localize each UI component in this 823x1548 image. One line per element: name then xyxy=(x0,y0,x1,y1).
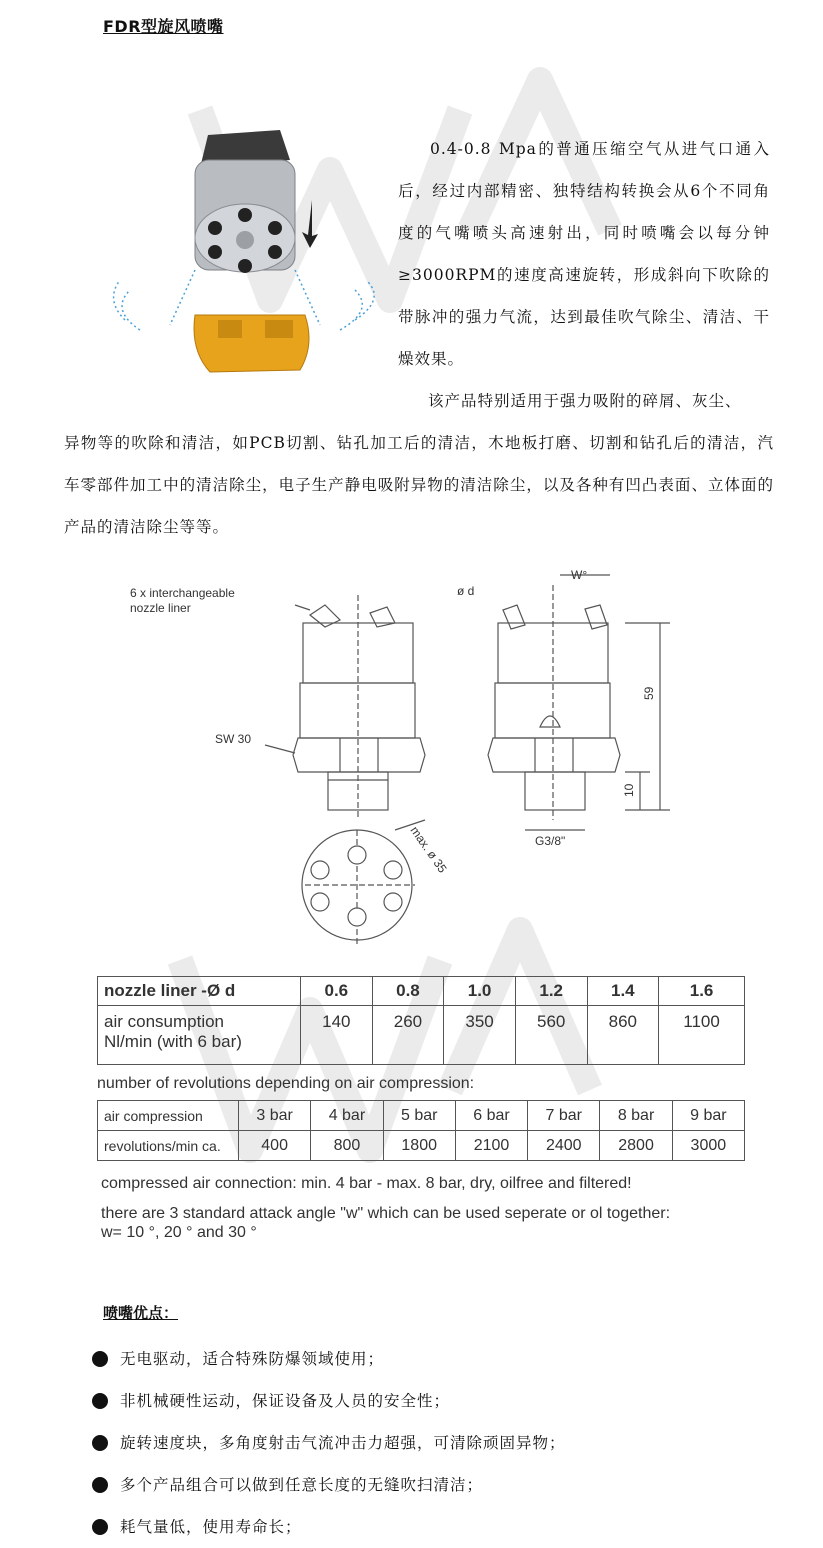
product-photo xyxy=(100,120,390,380)
label-max-diameter: max. ø 35 xyxy=(407,823,450,876)
label-thread: G3/8" xyxy=(535,834,566,848)
label-height-59: 59 xyxy=(642,686,656,700)
table1-header-label: nozzle liner -Ø d xyxy=(98,977,301,1006)
table1-row-label: air consumption Nl/min (with 6 bar) xyxy=(98,1006,301,1065)
table1-size: 0.8 xyxy=(372,977,444,1006)
list-item: 旋转速度块，多角度射击气流冲击力超强，可清除顽固异物； xyxy=(92,1422,566,1464)
table1-value: 1100 xyxy=(659,1006,745,1065)
label-angle-w: W° xyxy=(571,568,588,582)
table1-value: 260 xyxy=(372,1006,444,1065)
rotation-arrow-icon xyxy=(302,200,318,248)
advantages-list xyxy=(92,1338,566,1548)
application-rest: 异物等的吹除和清洁，如PCB切割、钻孔加工后的清洁，木地板打磨、切割和钻孔后的清洁，汽车零部件加工中的清洁除尘，电子生产静电吸附异物的清洁除尘，以及各种有凹凸表面、立体面的产品的清洁除尘等等。 xyxy=(64,434,774,536)
table2-pressure: 3 bar xyxy=(239,1101,311,1131)
table1-value: 140 xyxy=(301,1006,373,1065)
bullet-icon xyxy=(92,1519,108,1535)
bullet-icon xyxy=(92,1393,108,1409)
label-interchangeable: 6 x interchangeable xyxy=(130,586,235,600)
table2-row2-label: revolutions/min ca. xyxy=(98,1131,239,1161)
bullet-icon xyxy=(92,1351,108,1367)
table1-value: 560 xyxy=(515,1006,587,1065)
table2-revolution: 2100 xyxy=(455,1131,527,1161)
list-item: 无电驱动，适合特殊防爆领域使用； xyxy=(92,1338,566,1380)
technical-drawing xyxy=(95,565,695,965)
table2-pressure: 9 bar xyxy=(672,1101,744,1131)
list-item: 多个产品组合可以做到任意长度的无缝吹扫清洁； xyxy=(92,1464,566,1506)
intro-paragraph: 0.4-0.8 Mpa的普通压缩空气从进气口通入后，经过内部精密、独特结构转换会从6个不同角度的气嘴喷头高速射出，同时喷嘴会以每分钟≥3000RPM的速度高速旋转，形成斜向下吹除的带脉冲的强力气流，达到最佳吹气除尘、清洁、干燥效果。 xyxy=(398,140,770,368)
page-title: FDR型旋风喷嘴 xyxy=(103,17,224,36)
label-nozzle-liner: nozzle liner xyxy=(130,601,191,615)
table1-value: 350 xyxy=(444,1006,516,1065)
table1-size: 0.6 xyxy=(301,977,373,1006)
table2-revolution: 800 xyxy=(311,1131,383,1161)
application-line-1: 该产品特别适用于强力吸附的碎屑、灰尘、 xyxy=(428,392,742,410)
label-diameter-d: ø d xyxy=(457,584,475,598)
angle-note-2: w= 10 °, 20 ° and 30 ° xyxy=(101,1224,257,1241)
revolutions-table xyxy=(97,1100,745,1161)
table1-size: 1.0 xyxy=(444,977,516,1006)
table2-pressure: 8 bar xyxy=(600,1101,672,1131)
list-item: 非机械硬性运动，保证设备及人员的安全性； xyxy=(92,1380,566,1422)
label-sw: SW 30 xyxy=(215,732,252,746)
list-item: 耗气量低，使用寿命长； xyxy=(92,1506,566,1548)
table2-pressure: 7 bar xyxy=(528,1101,600,1131)
table2-revolution: 400 xyxy=(239,1131,311,1161)
table2-row1-label: air compression xyxy=(98,1101,239,1131)
table2-pressure: 4 bar xyxy=(311,1101,383,1131)
bullet-icon xyxy=(92,1435,108,1451)
table2-revolution: 3000 xyxy=(672,1131,744,1161)
table2-pressure: 6 bar xyxy=(455,1101,527,1131)
table1-size: 1.4 xyxy=(587,977,659,1006)
table1-size: 1.6 xyxy=(659,977,745,1006)
label-height-10: 10 xyxy=(622,783,636,797)
revolutions-caption: number of revolutions depending on air compression: xyxy=(97,1075,475,1092)
table2-revolution: 2800 xyxy=(600,1131,672,1161)
table1-value: 860 xyxy=(587,1006,659,1065)
table1-size: 1.2 xyxy=(515,977,587,1006)
application-paragraph xyxy=(64,380,774,548)
table2-revolution: 2400 xyxy=(528,1131,600,1161)
table2-pressure: 5 bar xyxy=(383,1101,455,1131)
nozzle-liner-table xyxy=(97,976,745,1065)
connection-note: compressed air connection: min. 4 bar - max. 8 bar, dry, oilfree and filtered! xyxy=(101,1175,632,1192)
table2-revolution: 1800 xyxy=(383,1131,455,1161)
advantages-title: 喷嘴优点： xyxy=(103,1304,179,1322)
angle-note-1: there are 3 standard attack angle "w" which can be used seperate or ol together: xyxy=(101,1205,671,1222)
bullet-icon xyxy=(92,1477,108,1493)
